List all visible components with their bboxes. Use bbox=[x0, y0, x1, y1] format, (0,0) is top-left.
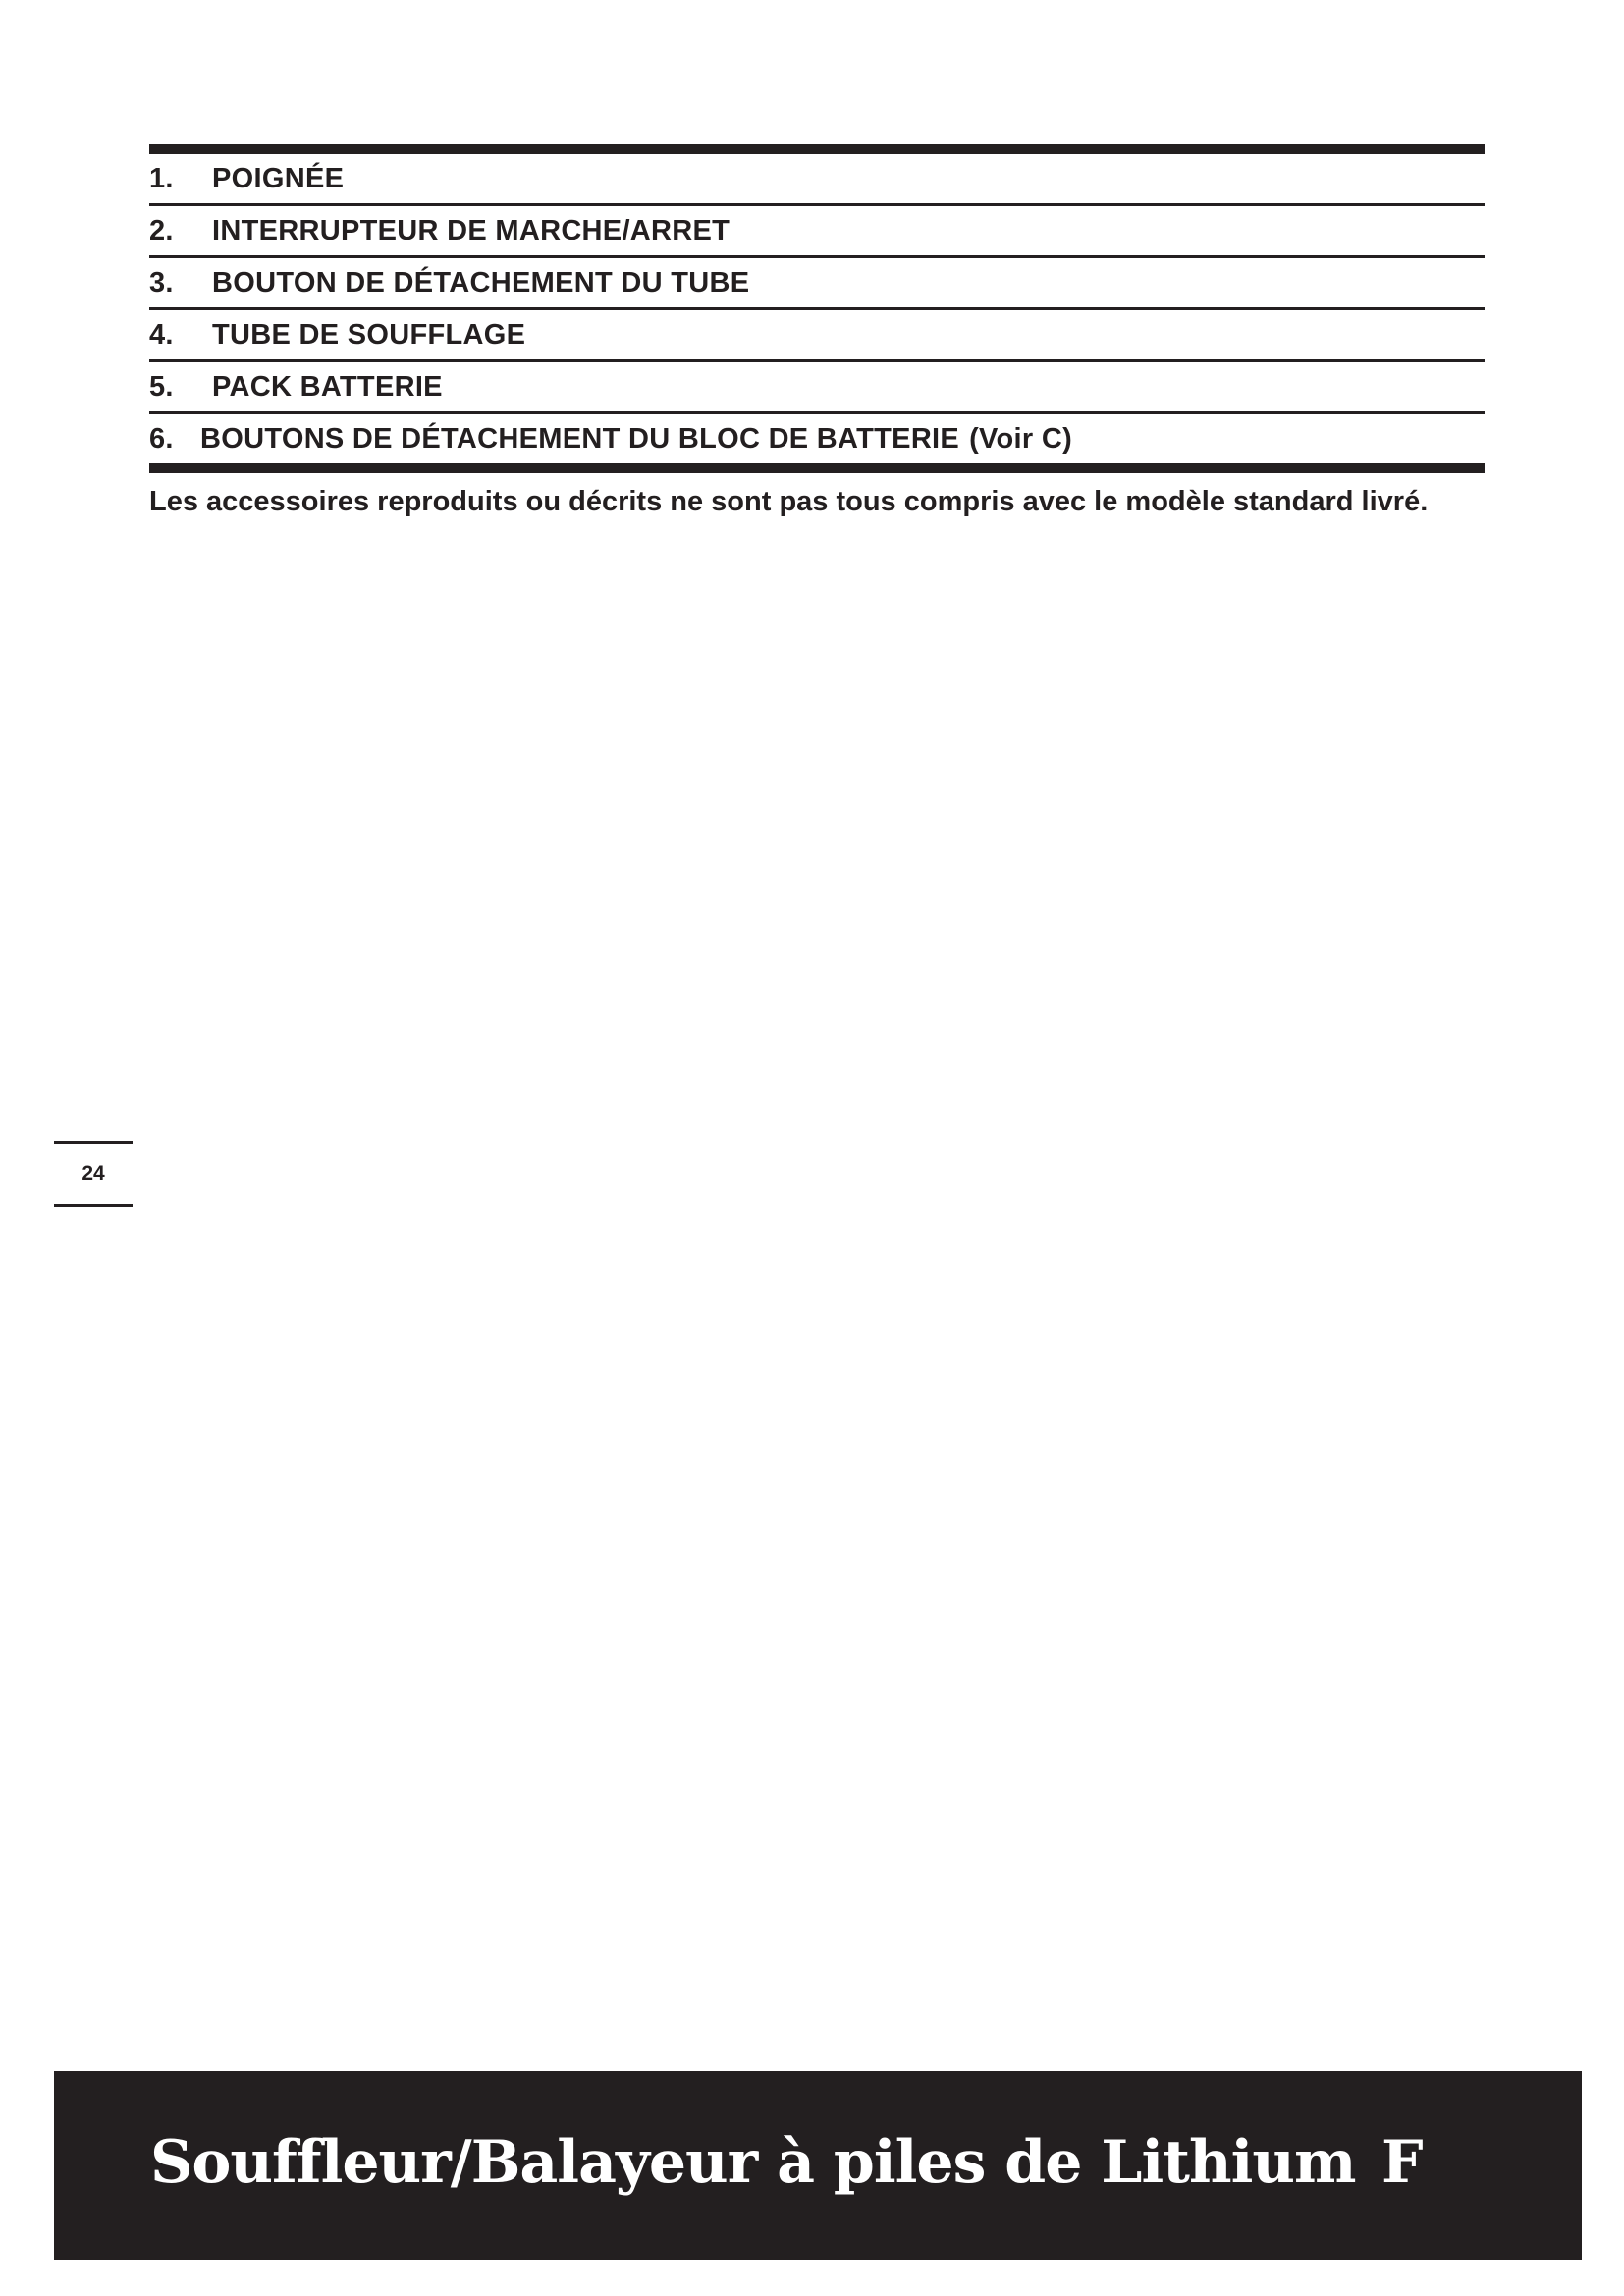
language-code: F bbox=[1381, 2128, 1424, 2197]
footer-banner bbox=[54, 2071, 1582, 2260]
part-label: TUBE DE SOUFFLAGE bbox=[212, 318, 526, 350]
part-label: PACK BATTERIE bbox=[212, 370, 443, 402]
part-number: 2. bbox=[149, 214, 174, 246]
top-divider bbox=[149, 144, 1485, 154]
product-title: Souffleur/Balayeur à piles de Lithium bbox=[150, 2128, 1356, 2197]
part-number: 5. bbox=[149, 370, 174, 402]
parts-list-item-handle bbox=[149, 154, 1485, 203]
part-label: BOUTON DE DÉTACHEMENT DU TUBE bbox=[212, 266, 750, 298]
part-number: 6. bbox=[149, 422, 174, 454]
parts-list bbox=[149, 144, 1485, 473]
page-number bbox=[54, 1141, 133, 1207]
part-number: 1. bbox=[149, 162, 174, 194]
parts-list-item-switch bbox=[149, 206, 1485, 255]
part-label: INTERRUPTEUR DE MARCHE/ARRET bbox=[212, 214, 731, 246]
part-number: 4. bbox=[149, 318, 174, 350]
page-number-text: 24 bbox=[81, 1162, 105, 1185]
part-number: 3. bbox=[149, 266, 174, 298]
parts-list-item-blower-tube bbox=[149, 310, 1485, 359]
part-label-reference: (Voir C) bbox=[969, 422, 1073, 454]
parts-list-item-battery-release bbox=[149, 414, 1485, 463]
part-label: POIGNÉE bbox=[212, 162, 345, 194]
accessories-note: Les accessoires reproduits ou décrits ne sont pas tous compris avec le modèle standard livré. bbox=[149, 486, 1429, 517]
part-label: BOUTONS DE DÉTACHEMENT DU BLOC DE BATTERIE bbox=[200, 422, 960, 454]
bottom-divider bbox=[149, 463, 1485, 473]
parts-list-item-tube-release bbox=[149, 258, 1485, 307]
parts-list-item-battery-pack bbox=[149, 362, 1485, 411]
